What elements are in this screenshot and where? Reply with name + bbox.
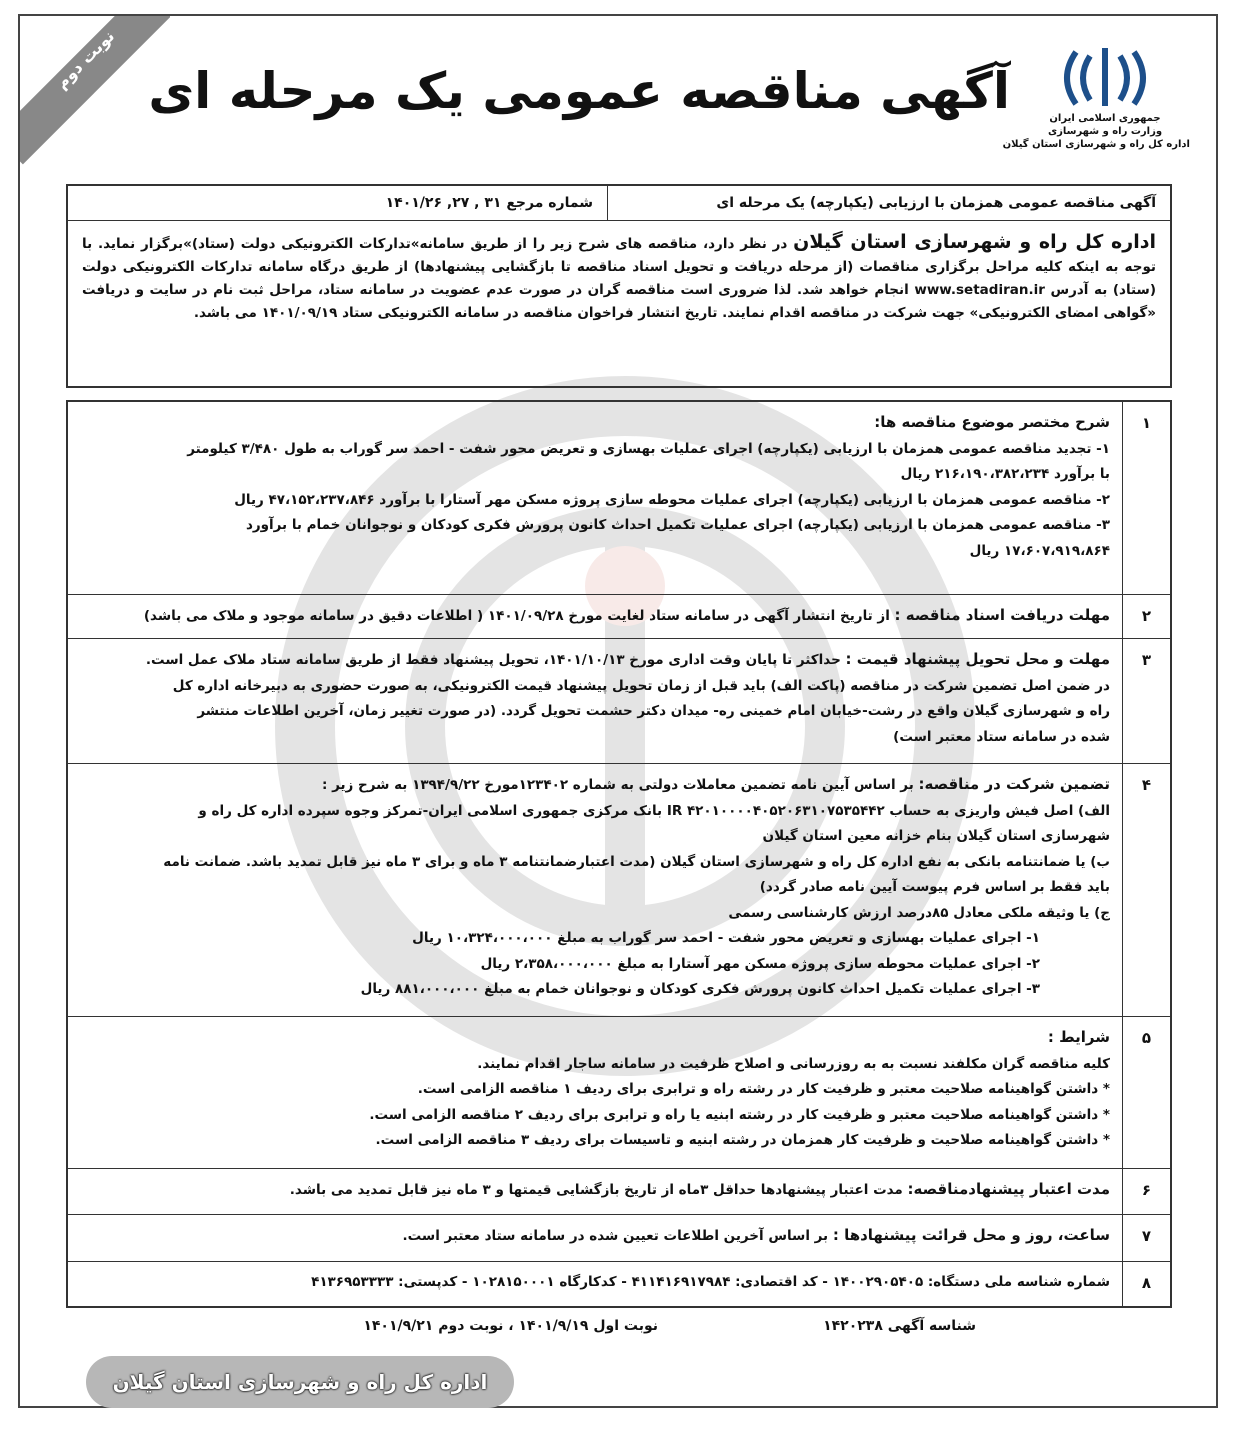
row-content xyxy=(68,1017,1122,1168)
intro-line: نماید. با توجه به اینکه کلیه مراحل برگزاری مناقصات (از مرحله دریافت و تحویل اسناد مناقصه تا بازگشایی پیشنهادها) از طریق درگاه سامانه xyxy=(82,236,1156,275)
row-heading: شرایط : xyxy=(1047,1028,1110,1046)
table-row xyxy=(68,595,1170,639)
row-heading-tail: بر اساس آیین نامه تضمین معاملات دولتی به شماره ۱۲۳۴۰۲مورخ ۱۳۹۴/۹/۲۲ به شرح زیر : xyxy=(321,777,914,793)
row-heading-tail: از تاریخ انتشار آگهی در سامانه ستاد لغایت مورخ ۱۴۰۱/۰۹/۲۸ ( اطلاعات دقیق در سامانه موجود و ملاک می باشد) xyxy=(143,608,890,624)
row-line: در ضمن اصل تضمین شرکت در مناقصه (پاکت الف) باید قبل از زمان تحویل پیشنهاد قیمت الکترونیکی، به صورت حضوری به دبیرخانه اداره کل xyxy=(172,677,1110,694)
logo-line-1: جمهوری اسلامی ایران xyxy=(1049,113,1161,124)
row-line: ۱۷،۶۰۷،۹۱۹،۸۶۴ ریال xyxy=(969,542,1110,559)
emblem-icon xyxy=(1060,42,1150,112)
table-row xyxy=(68,1169,1170,1215)
row-number: ۳ xyxy=(1122,639,1170,763)
row-heading: ساعت، روز و محل قرائت پیشنهادها : xyxy=(832,1226,1110,1244)
row-line: * داشتن گواهینامه صلاحیت معتبر و ظرفیت کار در رشته راه و ترابری برای ردیف ۱ مناقصه الزامی است. xyxy=(417,1081,1110,1097)
intro-line: الکترونیکی ستاد ۱۴۰۱/۰۹/۱۹ می باشد. xyxy=(193,305,450,321)
intro-line: در نظر دارد، مناقصه های شرح زیر را از طریق سامانه»تدارکات الکترونیکی دولت (ستاد)»برگزار xyxy=(140,236,788,252)
row-line: ۱- تجدید مناقصه عمومی همزمان با ارزیابی (یکپارچه) اجرای عملیات بهسازی و تعریض محور شفت - احمد سر گوراب به طول ۳/۴۸۰ کیلومتر xyxy=(187,440,1110,457)
row-content xyxy=(68,402,1122,594)
row-content xyxy=(68,1262,1122,1306)
row-line: * داشتن گواهینامه صلاحیت و ظرفیت کار همزمان در رشته ابنیه و تاسیسات برای ردیف ۳ مناقصه الزامی است. xyxy=(375,1132,1110,1148)
info-box-header xyxy=(68,186,1170,221)
row-heading-tail: شماره شناسه ملی دستگاه: ۱۴۰۰۲۹۰۵۴۰۵ - کد اقتصادی: ۴۱۱۴۱۶۹۱۷۹۸۴ - کدکارگاه ۱۰۲۸۱۵۰۰۰۱ - کدپستی: ۴۱۳۶۹۵۳۳۳۳ xyxy=(311,1274,1110,1290)
row-line: ۳- مناقصه عمومی همزمان با ارزیابی (یکپارچه) اجرای عملیات تکمیل احداث کانون پرورش فکری کودکان و نوجوانان خمام با برآورد xyxy=(245,517,1110,533)
row-heading: مهلت و محل تحویل پیشنهاد قیمت : xyxy=(845,650,1110,668)
logo-line-3: اداره کل راه و شهرسازی استان گیلان xyxy=(1002,139,1190,150)
row-heading: مدت اعتبار پیشنهادمناقصه: xyxy=(907,1180,1110,1198)
table-row xyxy=(68,402,1170,595)
row-number: ۸ xyxy=(1122,1262,1170,1306)
row-line: راه و شهرسازی گیلان واقع در رشت-خیابان امام خمینی ره- میدان دکتر حشمت تحویل گردد. (در صورت تغییر زمان، آخرین اطلاعات منتشر xyxy=(197,703,1110,719)
row-number: ۴ xyxy=(1122,764,1170,1016)
row-line: با برآورد ۲۱۶،۱۹۰،۳۸۲،۲۳۴ ریال xyxy=(900,466,1110,482)
row-line: الف) اصل فیش واریزی به حساب IR ۴۲۰۱۰۰۰۰۴۰۵۲۰۶۳۱۰۷۵۳۵۴۴۲ بانک مرکزی جمهوری اسلامی ایران-تمرکز وجوه سپرده اداره کل راه و xyxy=(198,802,1110,819)
row-line: شهرسازی استان گیلان بنام خزانه معین استان گیلان xyxy=(762,828,1110,844)
row-number: ۷ xyxy=(1122,1215,1170,1261)
row-line: ۲- اجرای عملیات محوطه سازی پروژه مسکن مهر آستارا به مبلغ ۲،۳۵۸،۰۰۰،۰۰۰ ریال xyxy=(480,955,1040,972)
row-line: کلیه مناقصه گران مکلفند نسبت به به روزرسانی و اصلاح ظرفیت در سامانه ساجار اقدام نمایند. xyxy=(477,1055,1110,1072)
reference-number: شماره مرجع ۳۱ , ۲۷, ۱۴۰۱/۲۶ xyxy=(385,195,593,211)
row-number: ۵ xyxy=(1122,1017,1170,1168)
table-row xyxy=(68,1017,1170,1169)
row-line: ج) یا وثیقه ملکی معادل ۸۵درصد ارزش کارشناسی رسمی xyxy=(728,904,1110,921)
row-content xyxy=(68,764,1122,1016)
intro-text xyxy=(68,221,1170,325)
page-title: آگهی مناقصه عمومی یک مرحله ای xyxy=(148,62,1010,120)
row-heading-tail: بر اساس آخرین اطلاعات تعیین شده در سامانه ستاد معتبر است. xyxy=(402,1228,829,1244)
row-line: ۳- اجرای عملیات تکمیل احداث کانون پرورش فکری کودکان و نوجوانان خمام به مبلغ ۸۸۱،۰۰۰،۰۰۰ ریال xyxy=(360,981,1040,997)
row-line: ۱- اجرای عملیات بهسازی و تعریض محور شفت - احمد سر گوراب به مبلغ ۱۰،۳۲۴،۰۰۰،۰۰۰ ریال xyxy=(412,930,1040,946)
row-line: ب) یا ضمانتنامه بانکی به نفع اداره کل راه و شهرسازی استان گیلان (مدت اعتبارضمانتنامه ۳ ماه و برای ۳ ماه نیز قابل تمدید باشد. ضمانت نامه xyxy=(163,853,1110,870)
row-content xyxy=(68,639,1122,763)
intro-line: تدارکات الکترونیکی دولت (ستاد) به آدرس www.setadiran.ir انجام خواهد شد. لذا ضروری است مناقصه گران در صورت عدم عضویت در سامانه xyxy=(82,259,1157,298)
row-number: ۱ xyxy=(1122,402,1170,594)
row-content xyxy=(68,1215,1122,1261)
row-line: ۲- مناقصه عمومی همزمان با ارزیابی (یکپارچه) اجرای عملیات محوطه سازی پروژه مسکن مهر آستارا با برآورد ۴۷،۱۵۲،۲۳۷،۸۴۶ ریال xyxy=(234,491,1110,508)
ministry-logo xyxy=(1002,42,1190,151)
tender-table xyxy=(66,400,1172,1308)
advertisement-page xyxy=(18,14,1218,1408)
footer-info xyxy=(66,1308,1172,1346)
row-heading: تضمین شرکت در مناقصه: xyxy=(918,775,1110,793)
table-row xyxy=(68,639,1170,764)
row-heading: شرح مختصر موضوع مناقصه ها: xyxy=(874,413,1110,431)
row-number: ۲ xyxy=(1122,595,1170,638)
logo-line-2: وزارت راه و شهرسازی xyxy=(1047,126,1163,137)
publish-dates: نوبت اول ۱۴۰۱/۹/۱۹ ، نوبت دوم ۱۴۰۱/۹/۲۱ xyxy=(363,1318,658,1334)
row-line: * داشتن گواهینامه صلاحیت معتبر و ظرفیت کار در رشته ابنیه یا راه و ترابری برای ردیف ۲ مناقصه الزامی است. xyxy=(369,1106,1110,1123)
row-heading: مهلت دریافت اسناد مناقصه : xyxy=(894,606,1110,624)
table-row xyxy=(68,1262,1170,1306)
table-row xyxy=(68,1215,1170,1262)
office-name-badge: اداره کل راه و شهرسازی استان گیلان xyxy=(86,1356,514,1408)
table-row xyxy=(68,764,1170,1017)
row-line: باید فقط بر اساس فرم پیوست آیین نامه صادر گردد) xyxy=(759,879,1110,895)
ribbon-label: نوبت دوم xyxy=(51,26,119,93)
row-number: ۶ xyxy=(1122,1169,1170,1214)
row-heading-tail: مدت اعتبار پیشنهادها حداقل ۳ماه از تاریخ بازگشایی قیمتها و ۳ ماه نیز قابل تمدید می باشد. xyxy=(289,1182,903,1198)
row-content xyxy=(68,595,1122,638)
notice-type: آگهی مناقصه عمومی همزمان با ارزیابی (یکپارچه) یک مرحله ای xyxy=(607,186,1170,220)
intro-office-name: اداره کل راه و شهرسازی استان گیلان xyxy=(793,231,1156,253)
row-line: شده در سامانه ستاد معتبر است) xyxy=(893,728,1110,745)
row-content xyxy=(68,1169,1122,1214)
row-heading-tail: حداکثر تا پایان وقت اداری مورخ ۱۴۰۱/۱۰/۱۳، تحویل پیشنهاد فقط از طریق سامانه ستاد ملاک عمل است. xyxy=(145,652,841,668)
intro-line: ستاد، مراحل ثبت نام در سایت و دریافت «گواهی امضای الکترونیکی» جهت شرکت در مناقصه اقدام نمایند. تاریخ انتشار فراخوان مناقصه در سامانه xyxy=(82,282,1156,321)
info-box xyxy=(66,184,1172,388)
ad-id: شناسه آگهی ۱۴۲۰۲۳۸ xyxy=(823,1318,976,1334)
